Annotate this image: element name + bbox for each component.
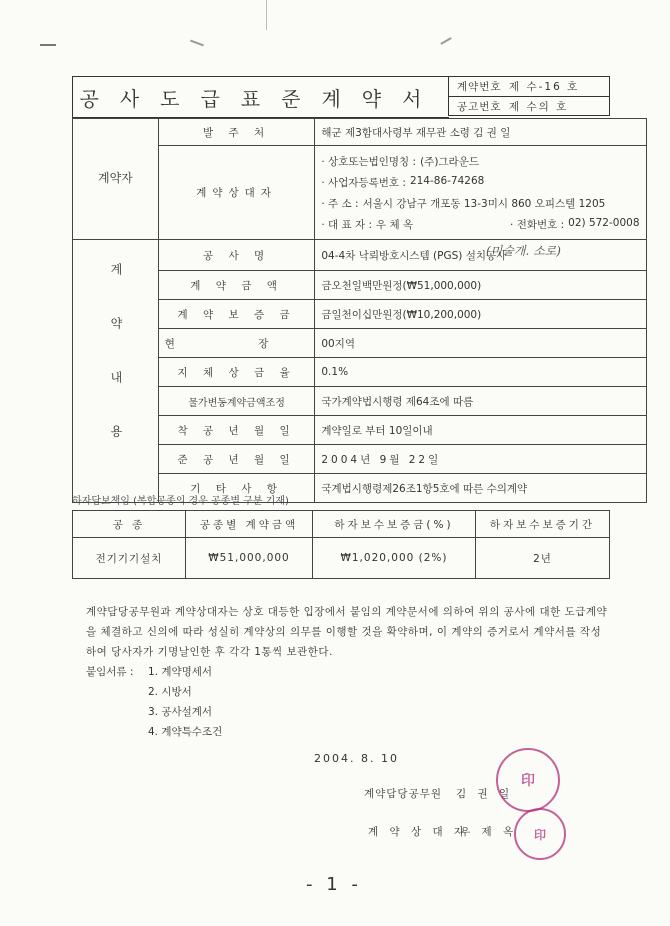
document-title: 공사도급표준계약서 [72, 76, 449, 118]
bizno-line [321, 172, 639, 193]
company-value: (주)그라운드 [420, 155, 479, 168]
officer-signature-label: 계약담당공무원 [364, 788, 443, 800]
company-label: · 상호또는법인명칭 : [321, 155, 417, 168]
side-label-party: 계약자 [73, 119, 159, 240]
defect-cell-0: 전기기기설치 [73, 538, 186, 579]
defect-header-row [73, 511, 610, 538]
attachments-label: 붙임서류 : [86, 666, 134, 678]
defect-note: 하자담보책임 (복합공종의 경우 공종별 구분 기재) [72, 496, 289, 507]
contents-value-6: 계약일로 부터 10일이내 [315, 416, 646, 445]
contents-label-7: 준 공 년 월 일 [158, 445, 315, 474]
contract-date: 2004. 8. 10 [314, 752, 399, 765]
scan-mark [440, 37, 451, 45]
contents-label-5: 물가변동계약금액조정 [158, 387, 315, 416]
contractor-details [315, 146, 646, 240]
contents-label-0: 공 사 명 [158, 240, 315, 271]
notice-number-label: 공고번호 [457, 101, 502, 113]
contents-label-6: 착 공 년 월 일 [158, 416, 315, 445]
attachment-item-1: 1. 계약명세서 [148, 666, 213, 678]
page-number: - 1 - [306, 874, 362, 895]
defect-cell-2: ₩1,020,000 (2%) [313, 538, 476, 579]
defect-cell-1: ₩51,000,000 [186, 538, 313, 579]
contents-value-5: 국가계약법시행령 제64조에 따름 [315, 387, 646, 416]
scan-mark [190, 40, 204, 47]
attachment-item-4: 4. 계약특수조건 [148, 726, 223, 738]
contents-label-1: 계 약 금 액 [158, 271, 315, 300]
side-label-contents: 계약내용 [73, 240, 159, 503]
scan-mark [40, 44, 56, 46]
bizno-value: 214-86-74268 [409, 174, 485, 187]
official-seal: 印 [496, 748, 560, 812]
defect-header-0: 공 종 [73, 511, 186, 538]
contents-value-2: 금일천이십만원정(₩10,200,000) [315, 300, 646, 329]
contractor-signature-label: 계 약 상 대 자 [368, 826, 469, 838]
rep-value: 우 체 옥 [376, 218, 414, 231]
contract-number-value: 제 수-16 호 [509, 81, 580, 93]
contract-grid [72, 118, 647, 503]
phone-value: 02) 572-0008 [568, 216, 640, 229]
contents-label-3: 현 장 [158, 329, 315, 358]
contractor-signature-name: 우 제 옥 [460, 826, 518, 838]
attachment-item-3: 3. 공사설계서 [148, 706, 213, 718]
defect-header-2: 하자보수보증금(%) [313, 511, 476, 538]
address-value: 서울시 강남구 개포동 13-3미시 860 오피스텔 1205 [362, 197, 606, 210]
contents-value-0: 04-4차 낙뢰방호시스템 (PGS) 설치공사 [315, 240, 646, 271]
notice-number-row [449, 96, 609, 116]
handwritten-note: (미술개. 소로) [486, 244, 561, 258]
rep-label: · 대 표 자 : [321, 218, 373, 231]
agreement-paragraph: 계약담당공무원과 계약상대자는 상호 대등한 입장에서 붙임의 계약문서에 의하여 위의 공사에 대한 도급계약을 체결하고 신의에 따라 성실히 계약상의 의무를 이행할 것을 확약하며, 이 계약의 증거로서 계약서를 작성하여 당사자가 기명날인한 후 각각 1통씩 보관한다. [86, 606, 608, 658]
contents-label-4: 지 체 상 금 율 [158, 358, 315, 387]
contents-value-1: 금오천일백만원정(₩51,000,000) [315, 271, 646, 300]
number-box [448, 76, 610, 116]
contents-label-2: 계 약 보 증 금 [158, 300, 315, 329]
bizno-label: · 사업자등록번호 : [321, 176, 406, 189]
contents-value-4: 0.1% [315, 358, 646, 387]
company-line [321, 151, 639, 172]
defect-header-3: 하자보수보증기간 [476, 511, 610, 538]
phone-label: · 전화번호 : [510, 218, 565, 231]
contractor-label: 계약상대자 [158, 146, 315, 240]
address-line [321, 193, 639, 214]
attachment-item-2: 2. 시방서 [148, 686, 192, 698]
client-value: 해군 제3함대사령부 재무관 소령 김 권 일 [315, 119, 646, 146]
scan-mark [266, 0, 267, 30]
officer-signature-name: 김 권 일 [456, 788, 514, 800]
contract-number-row [449, 77, 609, 96]
defect-table [72, 510, 610, 579]
contract-number-label: 계약번호 [457, 81, 502, 93]
defect-row [73, 538, 610, 579]
client-label: 발 주 처 [158, 119, 315, 146]
rep-line [321, 214, 639, 235]
contents-value-3: 00지역 [315, 329, 646, 358]
contents-label-8: 기 타 사 항 [158, 474, 315, 503]
address-label: · 주 소 : [321, 197, 359, 210]
contents-value-8: 국계법시행령제26조1항5호에 따른 수의계약 [315, 474, 646, 503]
contents-value-7: 2004년 9월 22일 [315, 445, 646, 474]
defect-cell-3: 2년 [476, 538, 610, 579]
notice-number-value: 제 수의 호 [509, 101, 569, 113]
defect-header-1: 공종별 계약금액 [186, 511, 313, 538]
contractor-seal: 印 [514, 808, 566, 860]
